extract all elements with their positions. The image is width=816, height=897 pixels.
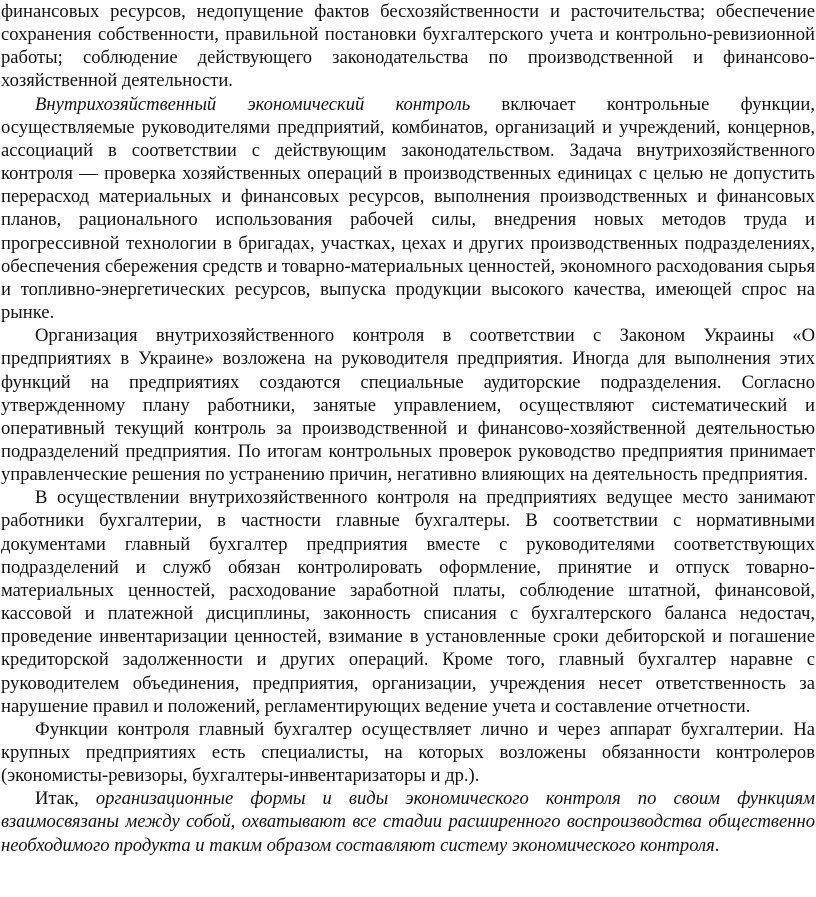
paragraph-4: В осуществлении внутрихозяйственного контроля на предприятиях ведущее место занимают работники бухгалтерии, в частности главные бухгалтеры. В соответствии с нормативными документами главный бухгалтер предприятия вместе с руководителями соответствующих подразделений и служб обязан контролировать оформление, принятие и отпуск товарно-материальных ценностей, расходование заработной платы, соблюдение штатной, финансовой, кассовой и платежной дисциплины, законность списания с бухгалтерского баланса недостач, проведение инвентаризации ценностей, взимание в установленные сроки дебиторской и погашение кредиторской задолженности и других операций. Кроме того, главный бухгалтер наравне с руководителем объединения, предприятия, организации, учреждения несет ответственность за нарушение правил и положений, регламентирующих ведение учета и составление отчетности.	[1, 487, 815, 717]
paragraph-2-text: включает контрольные функции, осуществляемые руководителями предприятий, комбинатов, организаций и учреждений, концернов, ассоциаций в соответствии с действующим законодательством. Задача внутрихозяйственного контроля — проверка хозяйственных операций в производственных единицах с целью не допустить перерасход материальных и финансовых ресурсов, выполнения производственных и финансовых планов, рационального использования рабочей силы, внедрения новых методов труда и прогрессивной технологии в бригадах, участках, цехах и других производственных подразделениях, обеспечения сбережения средств и товарно-материальных ценностей, экономного расходования сырья и топливно-энергетических ресурсов, выпуска продукции высокого качества, имеющей спрос на рынке.	[1, 93, 815, 324]
paragraph-1: финансовых ресурсов, недопущение фактов бесхозяйственности и расточительства; обеспечение сохранения собственности, правильной постановки бухгалтерского учета и контрольно-ревизионной работы; соблюдение действующего законодательства по производственной и финансово-хозяйственной деятельности.	[1, 1, 815, 92]
paragraph-2	[1, 93, 815, 325]
paragraph-6-end: .	[714, 834, 720, 856]
paragraph-2-italic-term: Внутрихозяйственный экономический контроль	[35, 93, 471, 115]
paragraph-6-italic-conclusion: организационные формы и виды экономического контроля по своим функциям взаимосвязаны между собой, охватывают все стадии расширенного воспроизводства общественно необходимого продукта и таким образом составляют систему экономического контроля	[1, 788, 816, 856]
paragraph-3: Организация внутрихозяйственного контроля в соответствии с Законом Украины «О предприятиях в Украине» возложена на руководителя предприятия. Иногда для выполнения этих функций на предприятиях создаются специальные аудиторские подразделения. Согласно утвержденному плану работники, занятые управлением, осуществляют систематический и оперативный текущий контроль за производственной и финансово-хозяйственной деятельностью подразделений предприятия. По итогам контрольных проверок руководство предприятия принимает управленческие решения по устранению причин, негативно влияющих на деятельность предприятия.	[1, 325, 815, 486]
paragraph-5: Функции контроля главный бухгалтер осуществляет лично и через аппарат бухгалтерии. На крупных предприятиях есть специалисты, на которых возложены обязанности контролеров (экономисты-ревизоры, бухгалтеры-инвентаризаторы и др.).	[1, 718, 815, 787]
paragraph-6-lead: Итак,	[35, 788, 96, 810]
paragraph-6	[1, 787, 815, 856]
